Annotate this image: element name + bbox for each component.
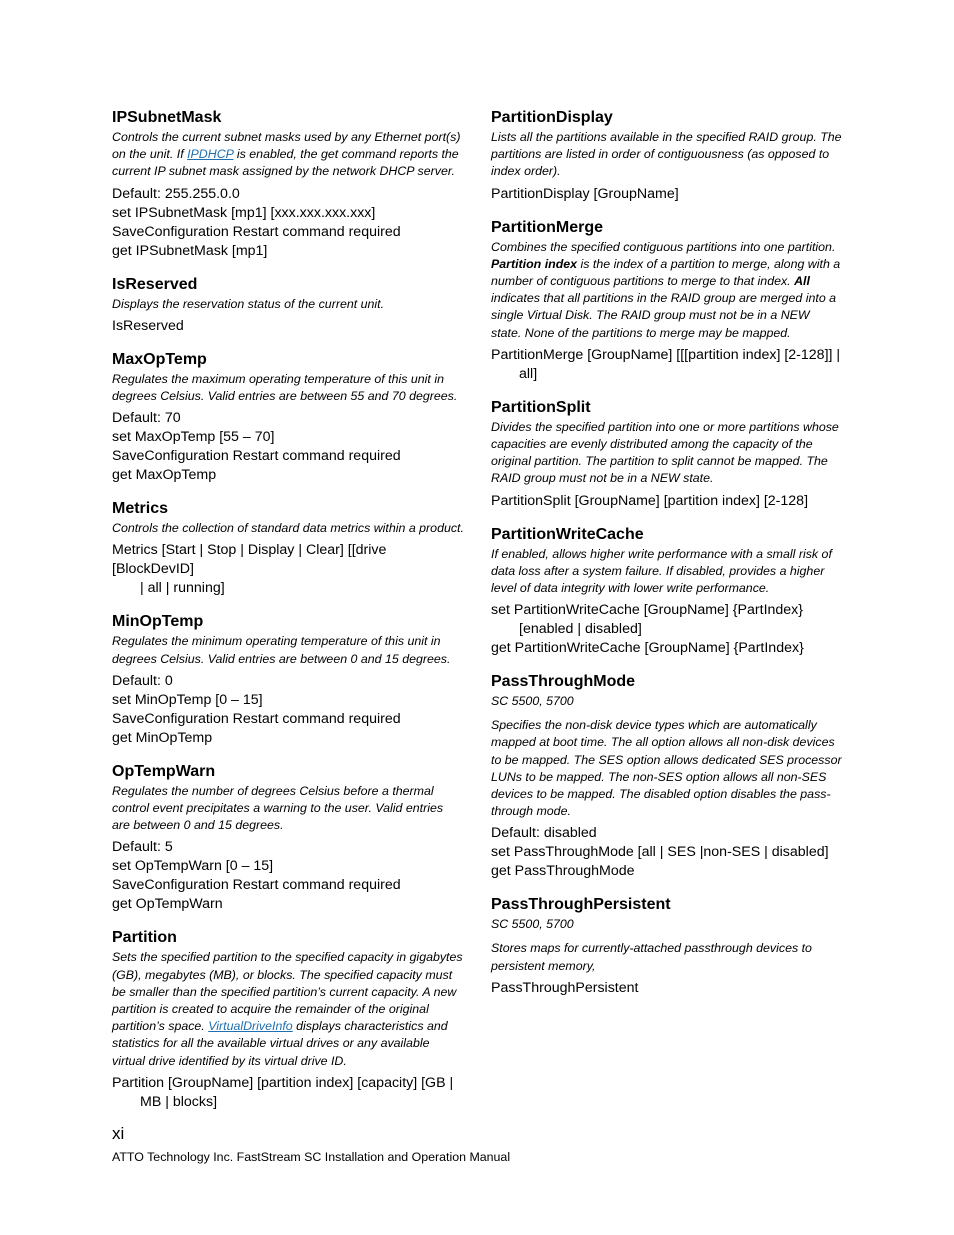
- command-line: set PartitionWriteCache [GroupName] {PartIndex} [enabled | disabled]: [491, 602, 804, 638]
- command-line: get OpTempWarn: [112, 896, 223, 913]
- page-number: xi: [112, 1124, 125, 1143]
- command-line: PartitionMerge [GroupName] [[[partition index] [2-128]] | all]: [491, 346, 841, 382]
- entry-description: Divides the specified partition into one or more partitions whose capacities are evenly distributed among the capacity of the original partition. The partition to split cannot be mapped. The RAID group must not be in a NEW state.: [491, 419, 839, 486]
- command-line: set MaxOpTemp [55 – 70]: [112, 429, 275, 446]
- entry-isreserved: [112, 275, 464, 336]
- entry-optempwarn: [112, 762, 464, 915]
- entry-title: PartitionDisplay: [491, 109, 613, 126]
- entry-title: MinOpTemp: [112, 613, 204, 631]
- entry-title: PartitionSplit: [491, 398, 591, 416]
- entry-title: PartitionMerge: [491, 218, 604, 236]
- command-line: IsReserved: [112, 317, 184, 334]
- entry-title: PassThroughMode: [491, 673, 636, 691]
- entry-partitionmerge: [491, 218, 843, 384]
- entry-title: OpTempWarn: [112, 762, 216, 780]
- entry-applicability: SC 5500, 5700: [491, 694, 574, 709]
- entry-description: Sets the specified partition to the specified capacity in gigabytes (GB), megabytes (MB), or blocks. The specified capacity must be smaller than the specified partition’s current capacity. A new partition is created to acquire the remainder of the original partition’s space. VirtualDriveInfo displays characteristics and statistics for all the available virtual drives or any available virtual drive identified by its virtual drive ID.: [112, 950, 463, 1068]
- left-column: [112, 108, 464, 1126]
- command-line: PassThroughPersistent: [491, 979, 639, 996]
- entry-minoptemp: [112, 612, 464, 747]
- command-line: get PartitionWriteCache [GroupName] {PartIndex}: [491, 640, 804, 657]
- command-line: PartitionDisplay [GroupName]: [491, 185, 679, 202]
- entry-description: Lists all the partitions available in the specified RAID group. The partitions are listed in order of contiguousness (as opposed to index order).: [491, 130, 842, 179]
- entry-partitionwritecache: [491, 525, 843, 659]
- entry-description: Stores maps for currently-attached passthrough devices to persistent memory,: [491, 941, 812, 973]
- command-line: PartitionSplit [GroupName] [partition index] [2-128]: [491, 492, 809, 509]
- entry-title: Partition: [112, 929, 177, 947]
- entry-description: Controls the current subnet masks used by any Ethernet port(s) on the unit. If IPDHCP is enabled, the get command reports the current IP subnet mask assigned by the network DHCP server.: [112, 130, 461, 179]
- entry-title: IPSubnetMask: [112, 109, 222, 126]
- command-line: SaveConfiguration Restart command required: [112, 710, 401, 727]
- command-line: Metrics [Start | Stop | Display | Clear] [[drive [BlockDevID] | all | running]: [112, 542, 387, 597]
- entry-title: PassThroughPersistent: [491, 896, 671, 914]
- virtualdriveinfo-link[interactable]: VirtualDriveInfo: [208, 1019, 293, 1034]
- entry-description: If enabled, allows higher write performance with a small risk of data loss after a system failure. If disabled, provides a higher level of data integrity with lower write performance.: [491, 546, 832, 596]
- entry-applicability: SC 5500, 5700: [491, 917, 574, 932]
- entry-passthroughpersistent: [491, 895, 843, 997]
- ipdhcp-link[interactable]: IPDHCP: [187, 147, 234, 162]
- entry-title: PartitionWriteCache: [491, 525, 644, 543]
- command-line: get MinOpTemp: [112, 729, 213, 746]
- entry-description: Displays the reservation status of the current unit.: [112, 296, 385, 311]
- entry-description: Controls the collection of standard data metrics within a product.: [112, 521, 464, 536]
- command-line: Default: 5: [112, 839, 173, 856]
- entry-description: Regulates the minimum operating temperature of this unit in degrees Celsius. Valid entries are between 0 and 15 degrees.: [112, 634, 451, 666]
- manual-title: ATTO Technology Inc. FastStream SC Installation and Operation Manual: [112, 1150, 511, 1164]
- command-line: Default: 255.255.0.0: [112, 185, 240, 202]
- entry-partitionsplit: [491, 398, 843, 511]
- entry-title: MaxOpTemp: [112, 350, 207, 368]
- command-line: SaveConfiguration Restart command required: [112, 223, 401, 240]
- entry-partition: [112, 928, 464, 1111]
- entry-description: Regulates the maximum operating temperature of this unit in degrees Celsius. Valid entries are between 55 and 70 degrees.: [112, 371, 458, 404]
- command-line: SaveConfiguration Restart command required: [112, 877, 401, 894]
- command-line: set MinOpTemp [0 – 15]: [112, 691, 263, 708]
- command-line: get IPSubnetMask [mp1]: [112, 242, 268, 259]
- entry-title: Metrics: [112, 500, 169, 518]
- entry-description: Specifies the non-disk device types which are automatically mapped at boot time. The all option allows all non-disk devices to be mapped. The SES option allows dedicated SES processor LUNs to be mapped. The non-SES option allows all non-SES devices to be mapped. The disabled option disables the pass-through mode.: [491, 718, 842, 819]
- entry-ipsubnetmask: [112, 108, 464, 261]
- command-line: Default: disabled: [491, 825, 597, 842]
- entry-passthroughmode: [491, 672, 843, 881]
- entry-metrics: [112, 499, 464, 598]
- entry-maxoptemp: [112, 350, 464, 485]
- entry-description: Regulates the number of degrees Celsius before a thermal control event precipitates a warning to the user. Valid entries are between 0 and 15 degrees.: [112, 783, 444, 833]
- command-line: set PassThroughMode [all | SES |non-SES | disabled]: [491, 844, 829, 861]
- entry-partitiondisplay: [491, 108, 843, 204]
- entry-title: IsReserved: [112, 275, 198, 293]
- entry-description: Combines the specified contiguous partitions into one partition. Partition index is the index of a partition to merge, along with a number of contiguous partitions to merge to that index. All indicates that all partitions in the RAID group are merged into a single Virtual Disk. The RAID group must not be in a NEW state. None of the partitions to merge may be mapped.: [491, 239, 841, 340]
- command-line: SaveConfiguration Restart command required: [112, 448, 401, 465]
- command-line: set OpTempWarn [0 – 15]: [112, 858, 274, 875]
- command-line: Partition [GroupName] [partition index] [capacity] [GB | MB | blocks]: [112, 1074, 454, 1110]
- command-line: Default: 70: [112, 410, 181, 427]
- command-line: set IPSubnetMask [mp1] [xxx.xxx.xxx.xxx]: [112, 204, 376, 221]
- right-column: [491, 108, 843, 1012]
- command-line: get PassThroughMode: [491, 863, 635, 880]
- command-line: get MaxOpTemp: [112, 467, 217, 484]
- command-line: Default: 0: [112, 672, 173, 689]
